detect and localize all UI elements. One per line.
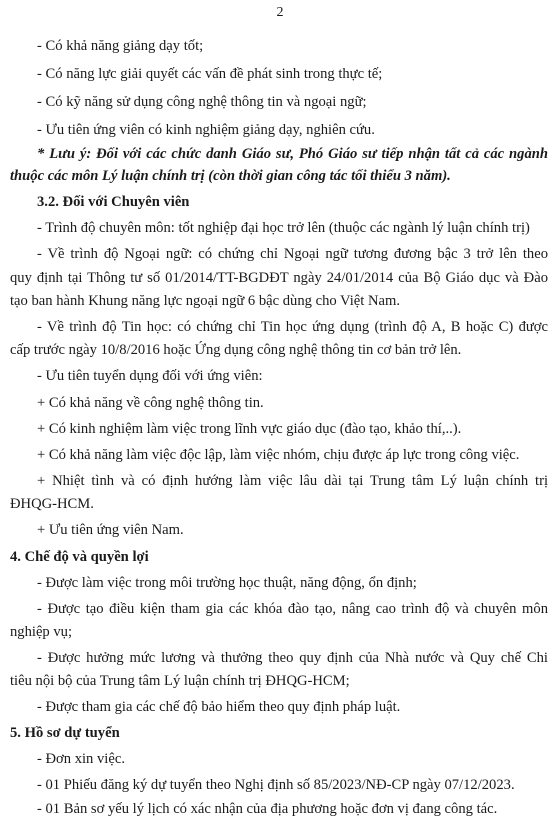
line-priority-teamwork: + Có khả năng làm việc độc lập, làm việc nhóm, chịu được áp lực trong công việc. [37,447,520,463]
line-benefit-salary-2: tiêu nội bộ của Trung tâm Lý luận chính trị ĐHQG-HCM; [10,673,350,689]
line-priority-heading: - Ưu tiên tuyển dụng đối với ứng viên: [37,368,263,384]
page-number: 2 [276,5,284,20]
line-priority-experience: - Ưu tiên ứng viên có kinh nghiệm giảng dạy, nghiên cứu. [37,122,375,138]
line-benefit-insurance: - Được tham gia các chế độ bảo hiểm theo quy định pháp luật. [37,699,401,715]
line-teaching-ability: - Có khả năng giảng dạy tốt; [37,38,204,54]
line-language-2: quy định tại Thông tư số 01/2014/TT-BGDĐT ngày 24/01/2014 của Bộ Giáo dục và Đào [10,270,548,286]
line-priority-longterm-2: ĐHQG-HCM. [10,496,94,512]
section-heading-4: 4. Chế độ và quyền lợi [10,549,149,565]
line-priority-education: + Có kinh nghiệm làm việc trong lĩnh vực giáo dục (đào tạo, khảo thí,..). [37,421,462,437]
note-line-2: thuộc các môn Lý luận chính trị (còn thời gian công tác tối thiểu 3 năm). [10,168,451,184]
line-it-1: - Về trình độ Tin học: có chứng chỉ Tin học ứng dụng (trình độ A, B hoặc C) được [37,319,548,335]
note-line-1: * Lưu ý: Đối với các chức danh Giáo sư, Phó Giáo sư tiếp nhận tất cả các ngành [37,146,548,162]
line-doc-application: - Đơn xin việc. [37,751,125,767]
line-benefit-training-2: nghiệp vụ; [10,624,73,640]
line-benefit-training-1: - Được tạo điều kiện tham gia các khóa đào tạo, nâng cao trình độ và chuyên môn [37,601,548,617]
line-doc-cv: - 01 Bản sơ yếu lý lịch có xác nhận của địa phương hoặc đơn vị đang công tác. [37,801,498,817]
line-language-3: tạo ban hành Khung năng lực ngoại ngữ 6 bậc dùng cho Việt Nam. [10,293,400,309]
line-qualification: - Trình độ chuyên môn: tốt nghiệp đại học trở lên (thuộc các ngành lý luận chính trị) [37,220,530,236]
line-priority-longterm-1: + Nhiệt tình và có định hướng làm việc lâu dài tại Trung tâm Lý luận chính trị [37,473,548,489]
line-it-language-skills: - Có kỹ năng sử dụng công nghệ thông tin và ngoại ngữ; [37,94,367,110]
section-heading-3-2: 3.2. Đối với Chuyên viên [37,194,190,210]
line-benefit-environment: - Được làm việc trong môi trường học thuật, năng động, ổn định; [37,575,417,591]
line-doc-registration: - 01 Phiếu đăng ký dự tuyển theo Nghị định số 85/2023/NĐ-CP ngày 07/12/2023. [37,777,515,793]
line-priority-male: + Ưu tiên ứng viên Nam. [37,522,184,538]
line-problem-solving: - Có năng lực giải quyết các vấn đề phát sinh trong thực tế; [37,66,383,82]
section-heading-5: 5. Hồ sơ dự tuyển [10,725,120,741]
line-language-1: - Về trình độ Ngoại ngữ: có chứng chỉ Ngoại ngữ tương đương bậc 3 trở lên theo [37,246,548,262]
line-it-2: cấp trước ngày 10/8/2016 hoặc Ứng dụng công nghệ thông tin cơ bản trở lên. [10,342,462,358]
line-benefit-salary-1: - Được hưởng mức lương và thưởng theo quy định của Nhà nước và Quy chế Chi [37,650,548,666]
line-priority-it: + Có khả năng về công nghệ thông tin. [37,395,264,411]
